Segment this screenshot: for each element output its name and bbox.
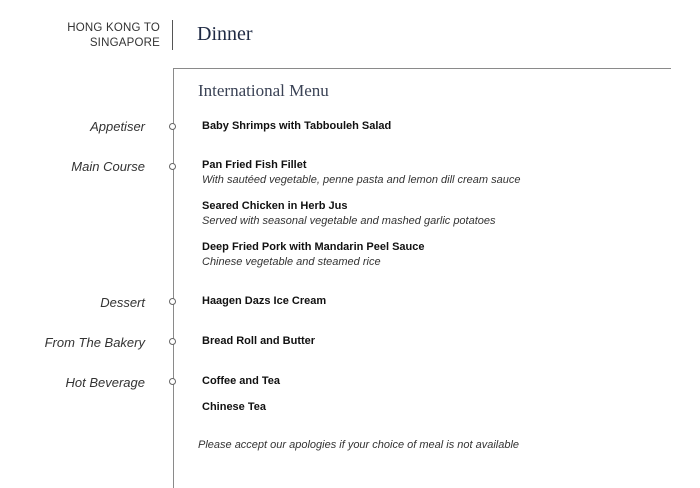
dish-name: Bread Roll and Butter xyxy=(202,335,316,347)
course-label-dessert: Dessert xyxy=(100,295,145,310)
dish-name: Deep Fried Pork with Mandarin Peel Sauce xyxy=(202,241,425,253)
course-label-hot-beverage: Hot Beverage xyxy=(65,375,145,390)
timeline-dot-appetiser xyxy=(169,123,176,130)
menu-heading: International Menu xyxy=(198,81,329,100)
dish-name: Pan Fried Fish Fillet xyxy=(202,159,307,171)
dish-item xyxy=(202,334,315,349)
timeline-dot-dessert xyxy=(169,298,176,305)
route-destination: SINGAPORE xyxy=(89,37,160,49)
dish-name: Coffee and Tea xyxy=(202,375,281,387)
dish-item xyxy=(202,294,326,309)
availability-footnote: Please accept our apologies if your choice of meal is not available xyxy=(198,439,520,451)
dish-item xyxy=(202,374,280,389)
dish-description: Chinese vegetable and steamed rice xyxy=(202,256,381,268)
dish-name: Seared Chicken in Herb Jus xyxy=(202,200,348,212)
dish-item xyxy=(202,158,521,188)
timeline-dot-hot-beverage xyxy=(169,378,176,385)
route-origin: HONG KONG TO xyxy=(67,22,160,34)
meal-title: Dinner xyxy=(197,23,253,45)
dish-item xyxy=(202,119,391,134)
top-rule xyxy=(173,68,671,69)
dish-description: Served with seasonal vegetable and mashed garlic potatoes xyxy=(202,215,496,227)
route-label xyxy=(20,21,160,51)
timeline-dot-main-course xyxy=(169,163,176,170)
dish-name: Chinese Tea xyxy=(202,401,266,413)
dish-name: Haagen Dazs Ice Cream xyxy=(202,295,327,307)
dish-item xyxy=(202,240,425,270)
course-label-bakery: From The Bakery xyxy=(44,335,145,350)
header-divider xyxy=(172,20,173,50)
timeline-line xyxy=(173,68,174,488)
course-label-main-course: Main Course xyxy=(71,159,145,174)
dish-description: With sautéed vegetable, penne pasta and lemon dill cream sauce xyxy=(202,174,521,186)
dish-item xyxy=(202,400,266,415)
timeline-dot-bakery xyxy=(169,338,176,345)
course-label-appetiser: Appetiser xyxy=(90,119,145,134)
dish-name: Baby Shrimps with Tabbouleh Salad xyxy=(202,120,392,132)
dish-item xyxy=(202,199,496,229)
